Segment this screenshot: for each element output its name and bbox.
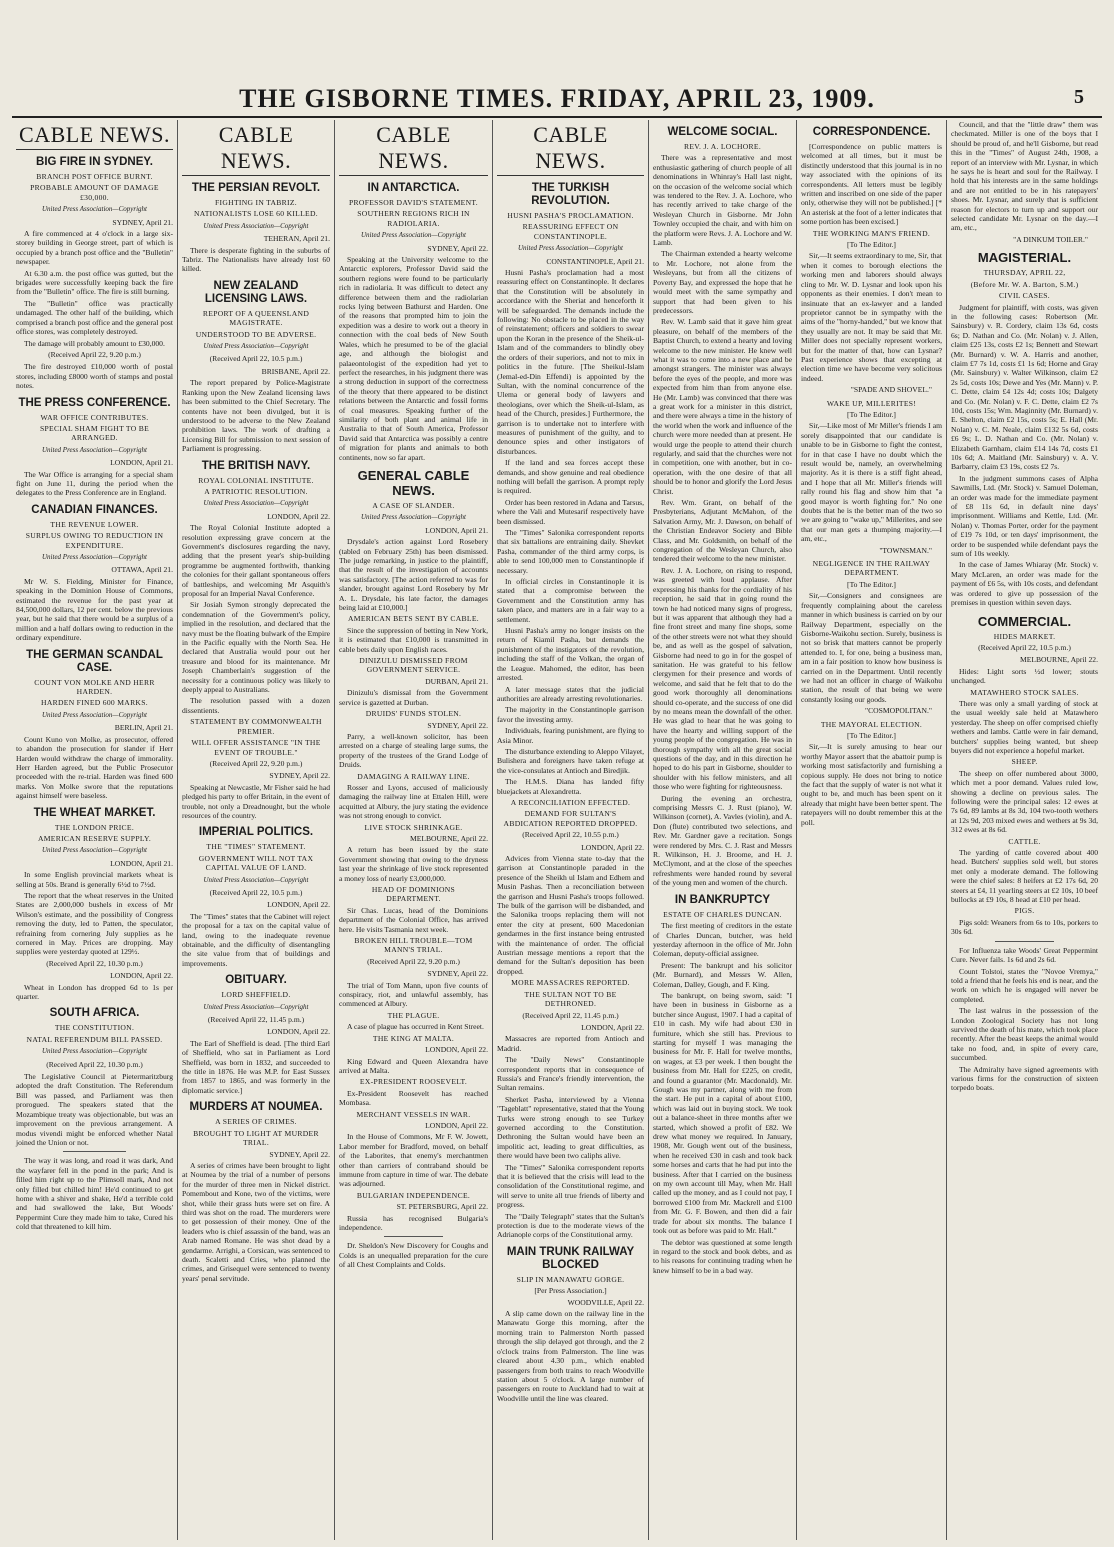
dateline: LONDON, April 22. [425,1045,488,1055]
dateline: SYDNEY, April 22. [269,1149,330,1159]
article-paragraph: Present: The bankrupt and his solicitor (Mr. Burnard), and Messrs W. Allen, Coleman, Dalley, Gough, and F. King. [653,960,792,989]
article-paragraph: Husni Pasha's army no longer insists on the return of Kiamil Pasha, but demands the punishment of the instigators of the revolution, including the staff of the Volkan, the organ of the League. Mahomed, the editor, has been arrested. [497,626,644,683]
subheading: THE WORKING MAN'S FRIEND. [812,228,931,238]
advert-verse: The way it was long, and road it was dark, And the wayfarer fell in the pond in the park; And is filled him right up to the Plimsoll mark, And not only filled but chilled him! He'd continued to get home with a shiver and shake, He'd a terrible cold and had swallowed the lake, But Woods' Peppermint Cure they made him to take, Cured his cold that threatened to kill him. [16,1156,173,1232]
article-paragraph: The "Times'" Salonika correspondent reports that it is believed that the crisis will lead to the consolidation of the Constitutional regime, and will serve to unite all true friends of liberty and progress. [497,1162,644,1210]
dateline: LONDON, April 22. [267,511,330,521]
headline: MURDERS AT NOUMEA. [189,1101,323,1114]
article-paragraph: There was a representative and most enthusiastic gathering of church people of all denominations in Whinray's Hall last night, on the occasion of the welcome social which was tendered to the Rev. J. A. Lochore, who has recently arrived to take charge of the Wesleyan Church in Gisborne. Mr John Townley occupied the chair, and with him on the platform were Revs. J. A. Lochore and W. Lamb. [653,153,792,248]
column-7 [947,120,1102,1540]
subheading: THURSDAY, APRIL 22, [983,268,1066,278]
article-paragraph: Rosser and Lyons, accused of maliciously damaging the railway line at Ettalen Hill, were acquitted at Albury, the jury stating the evidence was not strong enough to convict. [339,782,488,821]
subheading: NATIONALISTS LOSE 60 KILLED. [194,209,318,219]
subheading: DEMAND FOR SULTAN'S ABDICATION REPORTED DROPPED. [503,809,638,828]
article-paragraph: Advices from Vienna state to-day that the garrison at Constantinople paraded in the presence of the Sheikh ul Islam and Edhem and Musin Pashas. Then a reconciliation between the garrison and Husni Pasha's troops followed. The bulk of the garrison will be disbanded, and the Salonika troops replacing them will not enter the city at present, 600 Macedonian gendarmes in the first instance being entrusted with the maintenance of order. The official Austrian message mentions a report that the demand for the Sultan's deposition has been dropped. [497,854,644,976]
agency-credit: United Press Association—Copyright [42,553,147,561]
received-note: (Received April 22, 9.20 p.m.) [367,956,460,966]
subheading: HEAD OF DOMINIONS DEPARTMENT. [371,885,456,904]
article-paragraph: A case of plague has occurred in Kent Street. [347,1022,484,1032]
article-paragraph: The bankrupt, on being sworn, said: "I have been in business in Gisborne as a butcher since August, 1907. I had a capital of £10 in cash. My wife had about £30 in furniture, which she still has. Previous to starting for myself I was managing the business for Mr. F. Hall for twelve months, on wages, at £3 per week. I then bought the business from Mr. Hall for £225, on credit, and found a guarantor (Mr. Macdonald). Mr. Gough was my partner, along with me from the start. He put in a capital of about £100, which was laid out in buying stock. We took out a balance-sheet in three months after we started, which showed a profit of £82. We drew what money we required. In January, 1908, Mr. Gough went out of the business, when he received £30 in cash and took back some horses and carts that he had put into the business. After that I carried on the business on my own account till May, when Mr. Hall called up the money, and as I could not pay, I borrowed £100 from Mr. Mackrell and £100 from Mr. G. F. Bowen, and then did a fair trade for about six months. The balance I took out as before was paid to Mr. Hall." [653,990,792,1236]
newspaper-title: THE GISBORNE TIMES. FRIDAY, APRIL 23, 1909. [239,84,875,113]
headline: MAIN TRUNK RAILWAY BLOCKED [506,1245,635,1271]
agency-credit: United Press Association—Copyright [42,205,147,214]
letter-signature: "TOWNSMAN." [879,545,932,555]
subheading: THE PLAGUE. [387,1010,440,1020]
subheading: PROBABLE AMOUNT OF DAMAGE £30,000. [30,183,159,202]
dateline: LONDON, April 21. [110,458,173,468]
headline: CANADIAN FINANCES. [31,503,158,516]
subheading: ROYAL COLONIAL INSTITUTE. [198,475,314,485]
agency-credit: United Press Association—Copyright [203,875,309,884]
article-paragraph: The "Bulletin" office was practically undamaged. The other half of the building, which comprised a branch post office and the general post office stores, was completely destroyed. [16,298,173,337]
article-paragraph: Massacres are reported from Antioch and Madrid. [497,1034,644,1053]
headline: THE PRESS CONFERENCE. [18,396,171,409]
subheading: A CASE OF SLANDER. [372,500,455,510]
dateline: SYDNEY, April 21. [112,217,173,227]
subheading: PROFESSOR DAVID'S STATEMENT. [349,198,478,207]
dateline: LONDON, April 22. [267,900,330,910]
headline: WELCOME SOCIAL. [667,126,778,138]
agency-credit: United Press Association—Copyright [203,221,309,230]
article-paragraph: Since the suppression of betting in New York, it is estimated that £10,000 is transmitted in cable bets daily upon English races. [339,625,488,654]
to-editor: [To The Editor.] [847,240,896,250]
subheading: WAR OFFICE CONTRIBUTES. [40,412,149,422]
letter-paragraph: Sir,—Like most of Mr Miller's friends I am sorely disappointed that our candidate is unable to be in Gisborne to fight the contest, for in that case I have no doubt which the result would be, namely, an overwhelming majority. As it is there is a stiff fight ahead, and I hope that all Mr. Miller's friends will rally round his flag and show him that "a good mayor is worth fighting for." No one doubts that he is the better man of the two so we are going to "wake up," Millerites, and see that our man gets a thumping majority.—I am, etc., [801,421,942,544]
dateline: OTTAWA, April 21. [111,565,173,575]
subheading: SHEEP. [1011,757,1038,767]
to-editor: [To The Editor.] [847,579,896,589]
article-paragraph: A later message states that the judicial authorities are already arresting revolutionaries. [497,684,644,703]
article-paragraph: Husni Pasha's proclamation had a most reassuring effect on Constantinople. It declares that the Constitution will be absolutely in accordance with the Sheriat and henceforth it will be safeguarded. The demands include the following: No obstacle to be placed in the way of reinstatement; officers and soldiers to swear upon the Koran in the presence of the Sheik-ul-Islam and of the commanders to blindly obey the orders of their superiors, and not to mix in politics in the future. [The Sheikul-Islam (Jemal-ed-Din Effendi) is appointed by the Sultan, with the nominal concurrence of the Ulema or general body of lawyers and theologians, over which the Sheik-ul-Islam, as head of the Church, presides.] Furthermore, the garrison is to undertake not to interfere with measures of punishment of the guilty, and to denounce spies and other instigators of disturbances. [497,268,644,456]
divider [384,1236,444,1237]
subheading: MATAWHERO STOCK SALES. [970,687,1079,697]
dateline: BRISBANE, April 22. [261,366,330,376]
subheading: HIDES MARKET. [993,631,1056,641]
article-paragraph: In some English provincial markets wheat is selling at 50s. Brand is generally 6½d to 7½d. [16,870,173,889]
subheading: REPORT OF A QUEENSLAND MAGISTRATE. [202,308,310,328]
article-paragraph: In official circles in Constantinople it is stated that a compromise between the Government and the Constitution army has taken place, and matters are in a fair way to a settlement. [497,577,644,624]
agency-credit: United Press Association—Copyright [42,710,147,719]
article-paragraph: There is desperate fighting in the suburbs of Tabriz. The Nationalists have already lost 60 killed. [182,245,330,274]
received-note: (Received April 22, 10.30 p.m.) [46,958,143,968]
article-paragraph: Ex-President Roosevelt has reached Mombasa. [339,1088,488,1108]
subheading: AMERICAN BETS SENT BY CABLE. [348,614,479,624]
headline: THE GERMAN SCANDAL CASE. [26,648,163,674]
received-note: (Received April 22, 11.45 p.m.) [522,1010,619,1020]
headline: COMMERCIAL. [977,613,1072,629]
article-paragraph: The resolution passed with a dozen dissentients. [182,696,330,715]
column-6 [797,120,947,1540]
subheading: DAMAGING A RAILWAY LINE. [357,771,470,781]
agency-credit: United Press Association—Copyright [203,499,309,508]
article-paragraph: Count Tolstoi, states the "Novoe Vremya," told a friend that he feels his end is near, and the work on which he is engaged will never be completed. [951,966,1098,1004]
article-paragraph: Individuals, fearing punishment, are flying to Asia Minor. [497,726,644,745]
section-title: CABLE NEWS. [497,122,644,176]
article-paragraph: The yarding of cattle covered about 400 head. Butchers' supplies sold well, but stores met only a moderate demand. The following were the chief sales: 8 heifers at £2 17s 6d, 20 steers at £4, 11 yearling steers at £2 10s, 10 beef bullocks at £9 10s, 8 head at £10 per head. [951,848,1098,905]
subheading: THE SULTAN NOT TO BE DETHRONED. [524,989,617,1009]
article-paragraph: During the evening an orchestra, comprising Messrs C. J. Rust (piano), W. Wilkinson (cornet), A. Vavles (violin), and A. Don (flute) contributed two selections, and Rev. Mr. Gardner gave a recitation. Songs were rendered by Mrs. C. J. Rast and Messrs R. Wilkinson, H. J. Broome, and H. J. McClymont, and at the close of the speeches refreshments were handed round by several of the young men and women of the church. [653,793,792,888]
dateline: WOODVILLE, April 22. [567,1297,644,1307]
article-paragraph: Speaking at Newcastle, Mr Fisher said he had pledged his party to offer Britain, in the event of trouble, not only a Dreadnought, but the whole resources of the country. [182,782,330,820]
subheading: LIVE STOCK SHRINKAGE. [364,822,463,832]
dateline: MELBOURNE, April 22. [1019,655,1098,665]
dateline: BERLIN, April 21. [114,723,173,733]
article-paragraph: The Earl of Sheffield is dead. [The third Earl of Sheffield, who sat in Parliament as Lord Sheffield, was born in 1832, and succeeded to the title in 1876. He was M.P. for East Sussex from 1857 to 1865, and was formerly in the diplomatic service.] [182,1038,330,1095]
subheading: A PATRIOTIC RESOLUTION. [204,486,308,496]
received-note: (Received April 22, 10.5 p.m.) [209,354,303,364]
editorial-note: [Correspondence on public matters is welcomed at all times, but it must be distinctly understood that this journal is in no way associated with the opinions of its correspondents. All letters must be legibly written and inscribed on one side of the paper only, otherwise they will not be published.] [* An asterisk at the foot of a letter indicates that some portion has been excised.] [801,142,942,227]
article-paragraph: The disturbance extending to Aleppo Vilayet, Bulishera and foreigners have taken refuge at the vice-consulates at Antioch and Biredjik. [497,746,644,775]
subheading: UNDERSTOOD TO BE ADVERSE. [195,329,317,339]
subheading: BROUGHT TO LIGHT AT MURDER TRIAL. [193,1128,319,1148]
columns [12,120,1102,1540]
headline: SOUTH AFRICA. [49,1007,140,1020]
article-paragraph: Parry, a well-known solicitor, has been arrested on a charge of stealing large sums, the property of the trustees of the Grand Lodge of Druids. [339,731,488,770]
article-paragraph: The "Daily Telegraph" states that the Sultan's protection is due to the moderate views of the Adrianople corps of the Constitutional army. [497,1211,644,1240]
subheading: (Before Mr. W. A. Barton, S.M.) [970,279,1079,289]
masthead-rule [12,116,1102,118]
agency-credit: [Per Press Association.] [534,1286,607,1296]
article-paragraph: In the House of Commons, Mr F. W. Jowett, Labor member for Bradford, moved, on behalf of the Laborites, that enemy's merchantmen other than carriers of contraband should be immune from capture in time of war. The debate was adjourned. [339,1132,488,1189]
subheading: AMERICAN RESERVE SUPPLY. [37,833,152,843]
article-paragraph: The trial of Tom Mann, upon five counts of conspiracy, riot, and unlawful assembly, has commenced at Albury. [339,980,488,1009]
section-title: CABLE NEWS. [182,122,330,176]
column-4 [493,120,649,1540]
dateline: LONDON, April 22. [110,971,173,981]
agency-credit: United Press Association—Copyright [203,1002,309,1011]
letter-paragraph: Council, and that the "little draw" them was checkmated. Miller is one of the boys that I should be proud of, and he'll Gisborne, but read this in the "Times" of August 24th, 1908, a report of an interview with Mr. Lysnar, in which he says he is heart and soul for the Railway. I hold that his interests are in the same holdings and are not entitled to be in his ratepayers' shoes. Mr. Lysnar, and surely that is sufficient reason for electors to turn up and support our selected candidate Mr. Lysnar on the day.—I am, etc., [951,120,1098,233]
article-paragraph: Wheat in London has dropped 6d to 1s per quarter. [16,982,173,1002]
headline: IN BANKRUPTCY [674,893,771,906]
article-paragraph: Dinizulu's dismissal from the Government service is gazetted at Durban. [339,688,488,707]
article-paragraph: The report prepared by Police-Magistrate Ranking upon the New Zealand licensing laws has been submitted to the Chief Secretary. The contents have not been divulged, but it is understood to be adverse to the New Zealand prohibition laws. The work of drafting a Licensing Bill for submission to next session of Parliament is progressing. [182,378,330,454]
subheading: THE REVENUE LOWER. [50,519,139,529]
dateline: DURBAN, April 21. [425,676,488,686]
article-paragraph: Hides: Light sorts ½d lower; stouts unchanged. [951,666,1098,686]
subheading: HARDEN FINED 600 MARKS. [41,698,148,708]
article-paragraph: Sir Josiah Symon strongly deprecated the condemnation of the Government's policy, implied in the resolution, and declared that the navy must be the floating bulwark of the Empire in the Pacific equally with the North Sea. He declared that Australia would pour out her treasure and blood for its maintenance. Mr Joseph Chamberlain's suggestion of the necessity for a continuous policy was likely to deeply appeal to Australians. [182,600,330,695]
subheading: THE "TIMES" STATEMENT. [206,842,306,852]
dateline: SYDNEY, April 22. [269,771,330,781]
headline: IN ANTARCTICA. [367,182,460,194]
subheading: NEGLIGENCE IN THE RAILWAY DEPARTMENT. [812,559,931,578]
subheading: DRUIDS' FUNDS STOLEN. [365,709,462,719]
column-1 [12,120,178,1540]
received-note: (Received April 22, 9.20 p.m.) [48,349,141,359]
subheading: A SERIES OF CRIMES. [215,1117,297,1127]
subheading: THE LONDON PRICE. [54,822,135,832]
advert-paragraph: Dr. Sheldon's New Discovery for Coughs and Colds is an unequalled preparation for the cure of all Chest Complaints and Colds. [339,1241,488,1270]
divider [995,941,1054,942]
article-paragraph: The sheep on offer numbered about 3000, which met a poor demand. Values ruled low, showing a decline on previous sales. The following were the principal sales: 12 ewes at 7s 6d, 89 lambs at 8s 3d, 104 two-tooth wethers at 12s 9d, 203 mixed ewes and wethers at 9s 3d, 312 ewes at 8s 6d. [951,768,1098,835]
subheading: CIVIL CASES. [999,291,1050,301]
column-5 [649,120,797,1540]
dateline: LONDON, April 22. [581,1022,644,1032]
dateline: LONDON, April 21. [425,525,488,535]
subheading: A RECONCILIATION EFFECTED. [510,797,631,807]
subheading: EX-PRESIDENT ROOSEVELT. [359,1077,468,1087]
dateline: ST. PETERSBURG, April 22. [396,1202,488,1212]
subheading: MORE MASSACRES REPORTED. [511,978,630,988]
subheading: DINIZULU DISMISSED FROM GOVERNMENT SERVICE. [359,656,468,675]
article-paragraph: A series of crimes have been brought to light at Noumea by the trial of a number of persons for the murder of three men in Nickel district. Pomembout and Kone, two of the victims, were shot, while their grass huts were set on fire. A third was shot on the road. The murderers were to get possession of their money. One of the leaders who is chief assassin of the band, was an Arab named Romane. He was shot dead by a gendarme. Arrighi, a Corsican, was sentenced to death. Scaletti and Cries, who planned the crimes, and Grisequel were sentenced to twenty years' penal servitude. [182,1160,330,1283]
section-title: CABLE NEWS. [16,122,173,150]
subheading: REV. J. A. LOCHORE. [683,142,762,151]
subheading: CATTLE. [1008,836,1041,846]
subheading: NATAL REFERENDUM BILL PASSED. [26,1034,163,1044]
agency-credit: United Press Association—Copyright [42,445,147,454]
article-paragraph: The "Daily News" Constantinople correspondent reports that in consequence of Russia's and France's friendly intervention, the Sultan remains. [497,1055,644,1093]
column-3 [335,120,493,1540]
letter-paragraph: Sir,—It is surely amusing to hear our worthy Mayor assert that the abattoir pump is working most satisfactorily and furnishing a copious supply. He does not bring to notice the fact that the supply of water is not what it ought to be, and much has been spent on it already that might have been better spent. The ratepayers will no doubt remember this at the poll. [801,742,942,827]
received-note: (Received April 22, 10.30 p.m.) [46,1059,143,1069]
subheading: BRANCH POST OFFICE BURNT. [36,172,153,181]
subheading: MERCHANT VESSELS IN WAR. [356,1109,471,1119]
article-paragraph: The Legislative Council at Pietermaritzburg adopted the draft Constitution. The Referendum Bill was passed, and Parliament was then prorogued. The speakers stated that the Mozambique treaty was objectionable, but was an improvement on the previous arrangement. A modus vivendi might be enforced whether Natal joined the Union or not. [16,1072,173,1147]
headline: GENERAL CABLE NEWS. [357,467,470,498]
subheading: SURPLUS OWING TO REDUCTION IN EXPENDITURE. [25,531,164,550]
agency-credit: United Press Association—Copyright [42,846,147,855]
subheading: BULGARIAN INDEPENDENCE. [356,1190,471,1200]
article-paragraph: Russia has recognised Bulgaria's independence. [339,1213,488,1232]
subheading: SOUTHERN REGIONS RICH IN RADIOLARIA. [357,209,470,228]
subheading: THE KING AT MALTA. [372,1033,455,1043]
article-paragraph: Mr W. S. Fielding, Minister for Finance, speaking in the Dominion House of Commons, estimated the revenue for the past year at 84,500,000 dollars, 12 per cent. below the previous year, but he said that there would be a surplus of a million and a half dollars owing to reduction in the ordinary expenditure. [16,576,173,643]
letter-signature: "COSMOPOLITAN." [865,706,932,716]
article-paragraph: A fire commenced at 4 o'clock in a large six-storey building in George street, part of which is occupied by a branch post office and the "Bulletin" newspaper. [16,229,173,267]
headline: BIG FIRE IN SYDNEY. [36,156,153,168]
subheading: WILL OFFER ASSISTANCE "IN THE EVENT OF TROUBLE." [191,738,321,757]
article-paragraph: The report that the wheat reserves in the United States are 2,000,000 bushels in excess of Mr Wilson's estimate, and the possibility of Congress removing the duty, led to Patten, the speculator, refraining from cornering July supplies as he cornered in May. Prices are dropping. May supplies were yesterday quoted at 129½. [16,890,173,957]
letter-paragraph: Sir,—Consigners and consignees are frequently complaining about the careless manner in which business is carried on by our Railway Department, especially on the Gisborne-Waikohu section. Surely, business is not so brisk that matters cannot be properly attended to. I, for one, being a business man, am in a fair position to know how business is carried on in the Department. Until recently we had not an officer in charge of Waikohu station, the result of that being we were constantly losing our goods. [801,591,942,704]
article-paragraph: A return has been issued by the state Government showing that owing to the dryness last year the shrinkage of live stock represented a money loss of nearly £3,000,000. [339,845,488,883]
headline: NEW ZEALAND LICENSING LAWS. [204,279,308,305]
article-paragraph: The Chairman extended a hearty welcome to Mr. Lochore, not alone from the Wesleyans, but from all the citizens of Poverty Bay, and expressed the hope that he would meet with the same sympathy and support that had been given to his predecessors. [653,249,792,315]
advert-paragraph: For Influenza take Woods' Great Peppermint Cure. Never fails. 1s 6d and 2s 6d. [951,945,1098,965]
article-paragraph: The "Times" Salonika correspondent reports that six battalions are entraining daily. Shevket Pasha, commander of the third army corps, is able to send 100,000 men to Constantinople if necessary. [497,528,644,575]
divider [63,1151,126,1152]
agency-credit: United Press Association—Copyright [361,513,466,522]
agency-credit: United Press Association—Copyright [361,231,466,240]
dateline: LONDON, April 22. [581,842,644,852]
article-paragraph: The first meeting of creditors in the estate of Charles Duncan, butcher, was held yesterday afternoon in the office of Mr. John Coleman, deputy-official assignee. [653,921,792,959]
to-editor: [To The Editor.] [847,409,896,419]
dateline: LONDON, April 22. [267,1027,330,1037]
article-paragraph: The "Times" states that the Cabinet will reject the proposal for a tax on the capital value of land, owing to the inadequate revenue obtainable, and the difficulty of disentangling the site value from that of buildings and improvements. [182,911,330,968]
article-paragraph: Rev. Wm. Grant, on behalf of the Presbyterians, Adjutant McMahon, of the Salvation Army, Mr. J. Dawson, on behalf of the Christian Endeavor Society and Bible Class, and Mr. Goldsmith, on behalf of the congregation of the Wesleyan Church, also tendered their welcome to the new minister. [653,498,792,564]
article-paragraph: Pigs sold: Weaners from 6s to 10s, porkers to 30s 6d. [951,917,1098,937]
subheading: REASSURING EFFECT ON CONSTANTINOPLE. [522,222,619,241]
subheading: WAKE UP, MILLERITES! [826,398,917,408]
subheading: HUSNI PASHA'S PROCLAMATION. [507,211,634,220]
subheading: GOVERNMENT WILL NOT TAX CAPITAL VALUE OF LAND. [198,853,314,873]
headline: OBITUARY. [225,974,287,987]
letter-signature: "A DINKUM TOILER." [1013,234,1088,244]
article-paragraph: The majority in the Constantinople garrison favor the investing army. [497,705,644,724]
article-paragraph: There was only a small yarding of stock at the usual weekly sale held at Matawhero yesterday. The sheep on offer comprised chiefly wethers and lambs. Cattle were in fair demand, butchers' supplies being wanted, but sheep buyers did not experience a hopeful market. [951,698,1098,755]
letter-signature: "SPADE AND SHOVEL." [850,385,932,395]
dateline: MELBOURNE, April 22. [409,833,488,843]
article-paragraph: At 6.30 a.m. the post office was gutted, but the brigades were successfully keeping back the fire from the "Bulletin" office. The fire is still burning. [16,268,173,297]
article-paragraph: In the judgment summons cases of Alpha Sawmills, Ltd. (Mr. Stock) v. Samuel Doleman, an order was made for the immediate payment of £8 11s 6d, in default nine days' imprisonment. Williams and Kettle, Ltd. (Mr. Nolan) v. Thomas Porter, order for the payment of £19 7s 10d, or ten days' imprisonment, the order to be suspended while defendant pays the sum of 10s weekly. [951,473,1098,559]
dateline: SYDNEY, April 22. [427,720,488,730]
article-paragraph: Count Kuno von Molke, as prosecutor, offered to abandon the prosecution for slander if Herr Harden would withdraw the charge of immorality. Herr Harden agreed, but the Public Prosecutor proceeded with the re-trial. Harden was fined 600 marks. Von Molke swore that the reputations against himself were baseless. [16,734,173,801]
dateline: LONDON, April 22. [425,1120,488,1130]
dateline: SYDNEY, April 22. [427,969,488,979]
subheading: STATEMENT BY COMMONWEALTH PREMIER. [190,717,322,736]
subheading: COUNT VON MOLKE AND HERR HARDEN. [34,677,155,697]
article-paragraph: Drysdale's action against Lord Rosebery (tabled on February 25th) has been dismissed. The judge remarking, in justice to the plaintiff, that the result of the investigation of accounts was satisfactory. [The action referred to was for slander, brought against Lord Rosebery by Mr A. L. Drysdale, his late factor, the damages being laid at £10,000.] [339,537,488,613]
headline: THE WHEAT MARKET. [33,806,156,819]
article-paragraph: Order has been restored in Adana and Tarsus, where the Vali and Mutesarif respectively have been dismissed. [497,497,644,526]
subheading: ESTATE OF CHARLES DUNCAN. [663,909,782,919]
agency-credit: United Press Association—Copyright [203,342,309,351]
article-paragraph: King Edward and Queen Alexandra have arrived at Malta. [339,1056,488,1075]
agency-credit: United Press Association—Copyright [518,244,623,253]
subheading: LORD SHEFFIELD. [221,990,291,1000]
article-paragraph: A slip came down on the railway line in the Manawatu Gorge this morning, after the morning train to Palmerston North passed through the slip delayed got through, and the 2 o'clock trains from Palmerston. The line was cleared about 4.30 p.m., which enabled passengers from both trains to reach Woodville station about 5 o'clock. A large number of passengers en route to Auckland had to wait at Woodville until the line was cleared. [497,1309,644,1403]
subheading: THE MAYORAL ELECTION. [820,719,923,729]
page-number: 5 [1074,86,1084,108]
headline: THE PERSIAN REVOLT. [191,182,321,194]
article-paragraph: The Royal Colonial Institute adopted a resolution expressing grave concern at the Government's disclosures regarding the navy, adding that the present year's ship-building programme be augmented forthwith, thanking the colonies for their gallant spontaneous offers of battleships, and welcoming Mr Asquith's proposal for an Imperial Naval Conference. [182,523,330,598]
article-paragraph: The damage will probably amount to £30,000. [24,338,165,348]
article-paragraph: Rev. W. Lamb said that it gave him great pleasure, on behalf of the members of the Baptist Church, to extend a hearty and loving welcome to the new minister. He knew well what it was to come into a new place and be amongst strangers. The minister was always before the eyes of the people, and more was expected from him than from anyone else. He (Mr. Lamb) was convinced that there was a great work for a minister in this district, and there were always a time in the history of the world when the work and influence of the church were more needed than at present. He would urge the people to attend their church regularly, and said that the churches were not in competition, one with another, but in co-operation, with the one desire of that all should be to honor and glorify the Lord Jesus Christ. [653,317,792,496]
article-paragraph: The debtor was questioned at some length in regard to the stock and book debts, and as to his reasons for continuing trading when he knew himself to be in a bad way. [653,1237,792,1275]
subheading: SPECIAL SHAM FIGHT TO BE ARRANGED. [39,423,150,443]
dateline: SYDNEY, April 22. [427,243,488,253]
masthead [0,84,1114,118]
to-editor: [To The Editor.] [847,730,896,740]
column-2 [178,120,335,1540]
article-paragraph: Speaking at the University welcome to the Antarctic explorers, Professor David said the southern regions were found to be particularly rich in radiolaria. It was difficult to detect any difference between them and the radiolarian rocks lying between Bathurst and Harden. One of the reasons that prompted him to join the expedition was a desire to work out a theory in connection with the coal beds of New South Wales, which he presumed to be of the glacial age, and although the biologist and palaeontologist of the expedition had yet to perfect the researches, in his judgment there was a strong deduction in support of the correctness of the theory that there appeared to be distinct relations between the Antarctic and fossil forms of coal measures. Speaking further of the similarity of both plant and animal life in Australia to that of South America, Professor David said that Antarctica was possibly a centre of migration for plants and animals to both continents, now so far apart. [339,255,488,462]
headline: CORRESPONDENCE. [812,126,931,138]
article-paragraph: In the case of James Whiaray (Mr. Stock) v. Mary McLaren, an order was made for the payment of £6 5s, with 10s costs, and defendant was ordered to give up possession of the premises in question within seven days. [951,560,1098,608]
subheading: PIGS. [1014,906,1035,916]
subheading: BROKEN HILL TROUBLE—TOM MANN'S TRIAL. [354,936,473,955]
article-paragraph: If the land and sea forces accept these demands, and show genuine and real obedience nothing will befall the garrison. A prompt reply is required. [497,458,644,496]
dateline: CONSTANTINOPLE, April 21. [546,256,644,266]
subheading: FIGHTING IN TABRIZ. [215,198,297,207]
article-paragraph: The War Office is arranging for a special sham fight on June 11, during the period when the delegates to the Press Conference are in England. [16,469,173,498]
received-note: (Received April 22, 9.20 p.m.) [209,758,303,768]
article-paragraph: The fire destroyed £10,000 worth of postal stores, including £8000 worth of stamps and postal notes. [16,362,173,391]
received-note: (Received April 22, 10.5 p.m.) [209,887,303,897]
article-paragraph: Judgment for plaintiff, with costs, was given in the following cases: Robertson (Mr. Sainsbury) v. R. Cordery, claim 13s 6d, costs 6s; D. Nathan and Co. (Mr. Nolan) v. J. Allen, claim £25 13s, costs £2 1s; Bennett and Stewart (Mr. Burnard) v. W. A. Harris and another, claim £7 7s 1d, costs £1 1s 6d; Horne and Gray (Mr. Sainsbury) v. Walter Wilkinson, claim £2 2s 5d, costs 10s; Dewe and Yes (Mr. Mann) v. P. C. Dette, claim £4 12s 4d; costs 10s; Dalgety and Co. (Mr. Nolan) v. F. C. Dette, claim £2 7s 10d, costs 15s; Wm. Maginnity (Mr. Burnard) v. E. Shelton, claim £2 15s, costs 5s; E. Hall (Mr. Nolan) v. C. M. Neale, claim £132 5s 6d, costs £6 9s; L. D. Nathan and Co. (Mr. Nolan) v. Elizabeth Garnham, claim £14 14s 7d, costs £1 10s 6d; A. Maitland (Mr. Sainsbury) v. A. V. Barbarry, claim £3 19s, costs £2 7s. [951,302,1098,472]
article-paragraph: Sir Chas. Lucas, head of the Dominions department of the Colonial Office, has arrived here. He visits Tasmania next week. [339,905,488,934]
article-paragraph: The Admiralty have signed agreements with various firms for the construction of sixteen torpedo boats. [951,1064,1098,1093]
headline: THE BRITISH NAVY. [201,459,311,472]
headline: THE TURKISH REVOLUTION. [531,182,610,207]
letter-paragraph: Sir,—It seems extraordinary to me, Sir, that when it comes to borough elections the working men and laborers should always cling to Mr. W. D. Lysnar and look upon his opponents as their enemies. I don't mean to insinuate that an ex-lawyer and a landed proprietor cannot be in sympathy with the aims of the "horny-handed," but we know that they usually are not. It may be said that Mr. Miller does not specially represent workers, but for the matter of that, how can Lysnar? Past experience shows that excepting at election time we have become very solicitous indeed. [801,251,942,383]
subheading: SLIP IN MANAWATU GORGE. [516,1274,625,1284]
section-title: CABLE NEWS. [339,122,488,176]
headline: IMPERIAL POLITICS. [198,826,314,839]
subheading: THE CONSTITUTION. [54,1023,135,1033]
article-paragraph: Sherket Pasha, interviewed by a Vienna "Tageblatt" representative, stated that the Young Turks were strong enough to see Turkey governed according to the Constitution. Dethroning the Sultan would have been an impolitic act, leading to great difficulties, as there would have been two caliphs alive. [497,1094,644,1161]
received-note: (Received April 22, 10.55 p.m.) [522,830,619,840]
dateline: LONDON, April 21. [110,858,173,868]
article-paragraph: The H.M.S. Diana has landed fifty bluejackets at Alexandretta. [497,777,644,796]
dateline: TEHERAN, April 21. [263,234,330,244]
received-note: (Received April 22, 10.5 p.m.) [978,642,1071,652]
received-note: (Received April 22, 11.45 p.m.) [207,1015,305,1025]
headline: MAGISTERIAL. [977,250,1072,266]
article-paragraph: Rev. J. A. Lochore, on rising to respond, was greeted with loud applause. After expressing his thanks for the cordiality of his reception, he said that in going round the town he had noticed many signs of progress, but it was apparent that although they had a fine front street and many fine shops, some of the other streets were not what they should be, and as well as the gospel of salvation, Gisborne had need to go in for the gospel of sanitation. He was grateful to his fellow clergymen for their presence and words of welcome, and said that he felt that to do the good work thoroughly all denominations should co-operate, and the success of one did by no means mean the downfall of the other. He was glad to hear that he was going to have the hearty and willing support of the young people of the congregation. He was in thorough sympathy with all the great social questions of the day, and in this direction he hoped to do his part in Gisborne, shoulder to shoulder with his fellow ministers, and all those who were fighting for righteousness. [653,565,792,792]
agency-credit: United Press Association—Copyright [42,1047,147,1056]
article-paragraph: The last walrus in the possession of the London Zoological Society has not long survived the death of his mate, which took place recently. After the beast keeps the animal would take no food, and, in spite of every care, succumbed. [951,1006,1098,1063]
